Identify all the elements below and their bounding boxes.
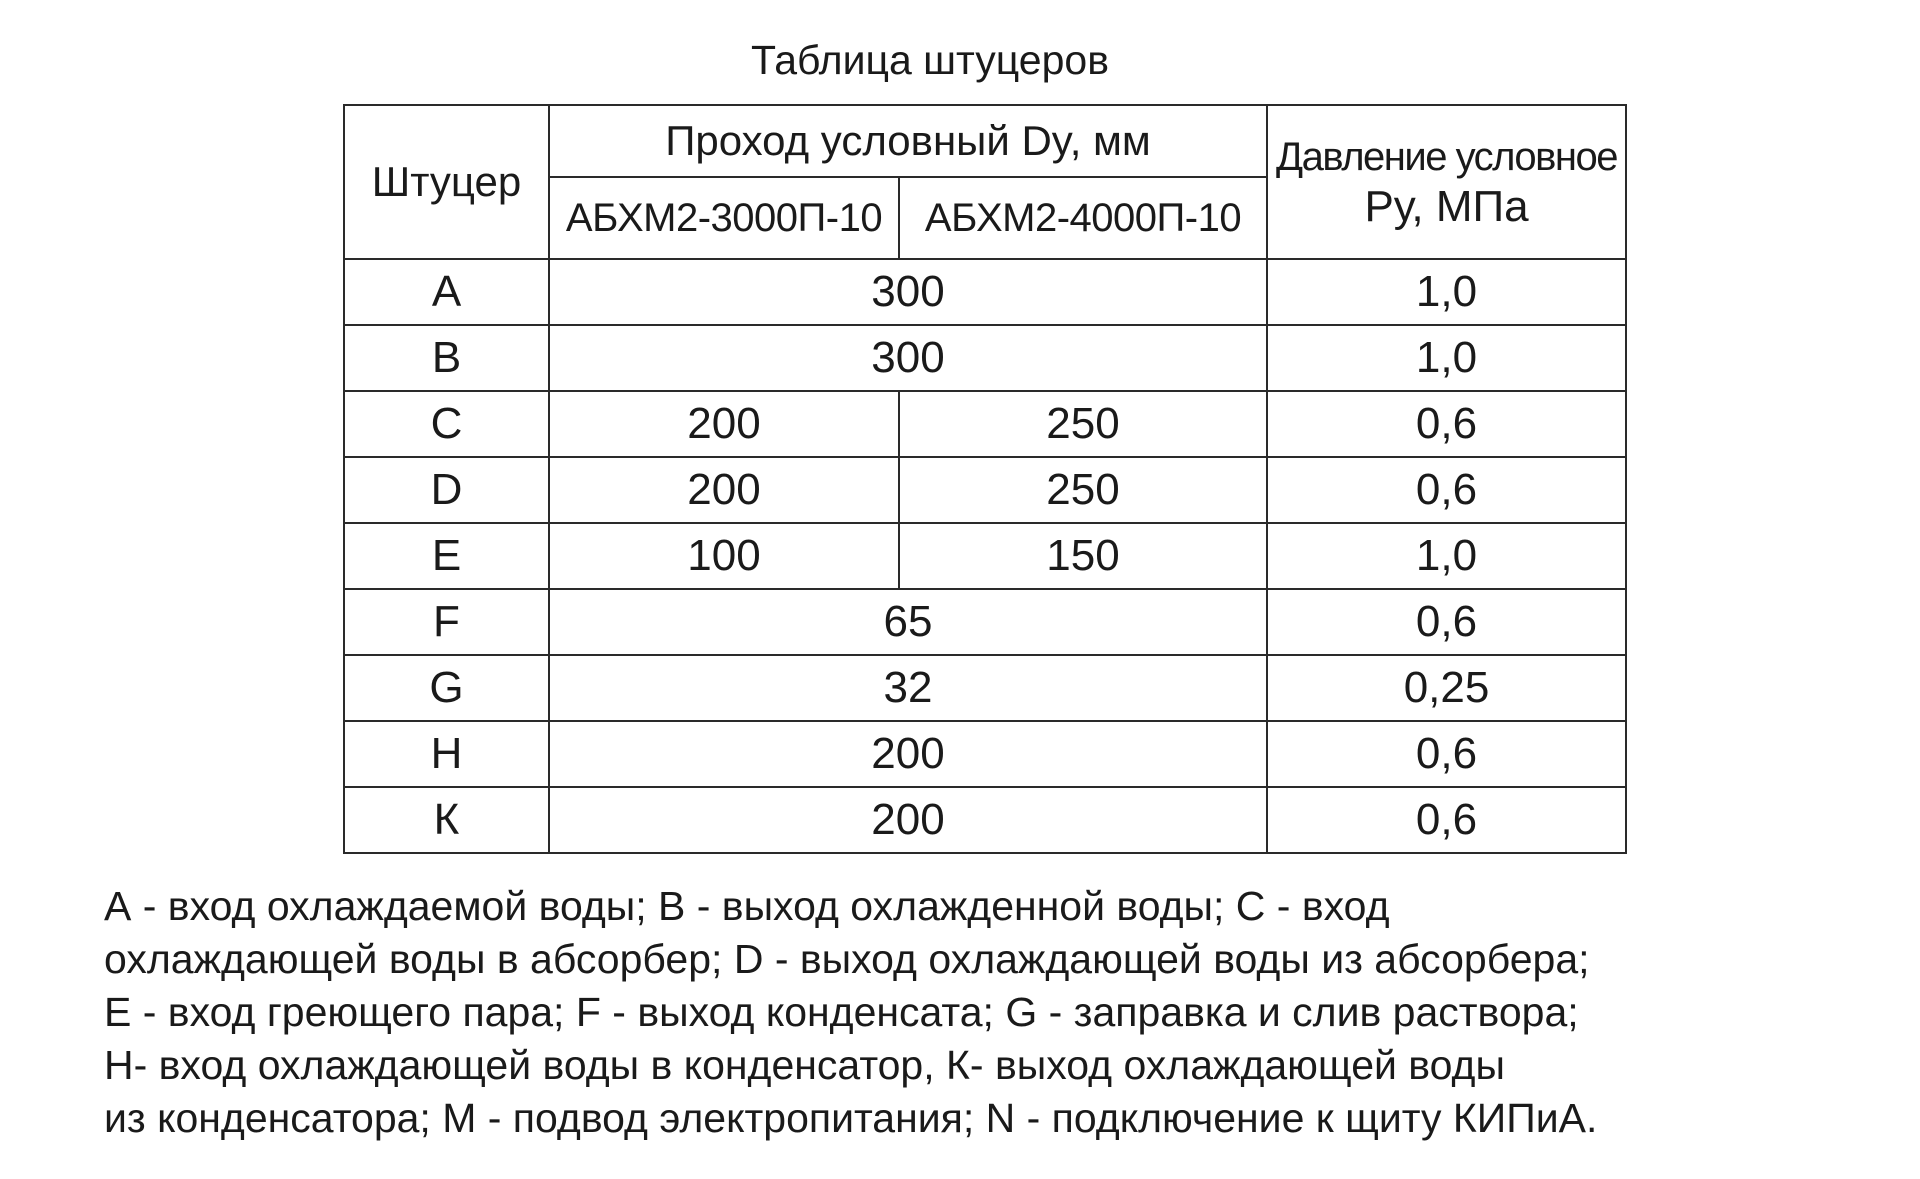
table-row — [344, 325, 1626, 391]
pressure-cell: 1,0 — [1267, 259, 1626, 325]
table-row — [344, 391, 1626, 457]
table-row — [344, 787, 1626, 853]
header-row-1 — [344, 105, 1626, 177]
legend-notes — [104, 880, 1904, 1145]
passage-cell-model-4000: 150 — [899, 523, 1267, 589]
fitting-cell: К — [344, 787, 549, 853]
pressure-cell: 0,25 — [1267, 655, 1626, 721]
legend-line: А - вход охлаждаемой воды; В - выход охлажденной воды; С - вход — [104, 883, 1390, 929]
passage-cell: 32 — [549, 655, 1267, 721]
fitting-cell: G — [344, 655, 549, 721]
header-pressure-line1: Давление условное — [1276, 135, 1617, 179]
pressure-cell: 0,6 — [1267, 391, 1626, 457]
pressure-cell: 1,0 — [1267, 523, 1626, 589]
passage-cell-model-4000: 250 — [899, 391, 1267, 457]
table-body — [344, 259, 1626, 853]
header-nominal-passage: Проход условный Dy, мм — [549, 105, 1267, 177]
passage-cell-model-3000: 100 — [549, 523, 899, 589]
table-title: Таблица штуцеров — [751, 37, 1109, 83]
fitting-cell: E — [344, 523, 549, 589]
fitting-cell: D — [344, 457, 549, 523]
legend-line: охлаждающей воды в абсорбер; D - выход охлаждающей воды из абсорбера; — [104, 936, 1590, 982]
legend-line: из конденсатора; М - подвод электропитания; N - подключение к щиту КИПиА. — [104, 1095, 1598, 1141]
pressure-cell: 1,0 — [1267, 325, 1626, 391]
fitting-cell: C — [344, 391, 549, 457]
passage-cell: 200 — [549, 787, 1267, 853]
legend-line: Е - вход греющего пара; F - выход конденсата; G - заправка и слив раствора; — [104, 989, 1579, 1035]
passage-cell: 200 — [549, 721, 1267, 787]
fittings-table — [343, 104, 1627, 854]
table-row — [344, 721, 1626, 787]
legend-line: Н- вход охлаждающей воды в конденсатор, К- выход охлаждающей воды — [104, 1042, 1505, 1088]
passage-cell: 300 — [549, 325, 1267, 391]
table-row — [344, 457, 1626, 523]
pressure-cell: 0,6 — [1267, 787, 1626, 853]
passage-cell: 65 — [549, 589, 1267, 655]
passage-cell-model-3000: 200 — [549, 391, 899, 457]
passage-cell: 300 — [549, 259, 1267, 325]
table-row — [344, 259, 1626, 325]
fitting-cell: H — [344, 721, 549, 787]
pressure-cell: 0,6 — [1267, 589, 1626, 655]
header-model-4000: АБХМ2-4000П-10 — [899, 177, 1267, 259]
table-header — [344, 105, 1626, 259]
pressure-cell: 0,6 — [1267, 721, 1626, 787]
fitting-cell: B — [344, 325, 549, 391]
header-fitting: Штуцер — [344, 105, 549, 259]
header-model-3000: АБХМ2-3000П-10 — [549, 177, 899, 259]
header-nominal-pressure — [1267, 105, 1626, 259]
passage-cell-model-3000: 200 — [549, 457, 899, 523]
pressure-cell: 0,6 — [1267, 457, 1626, 523]
fitting-cell: A — [344, 259, 549, 325]
table-row — [344, 523, 1626, 589]
table-row — [344, 589, 1626, 655]
passage-cell-model-4000: 250 — [899, 457, 1267, 523]
fitting-cell: F — [344, 589, 549, 655]
header-pressure-line2: Ру, МПа — [1364, 182, 1529, 231]
table-row — [344, 655, 1626, 721]
